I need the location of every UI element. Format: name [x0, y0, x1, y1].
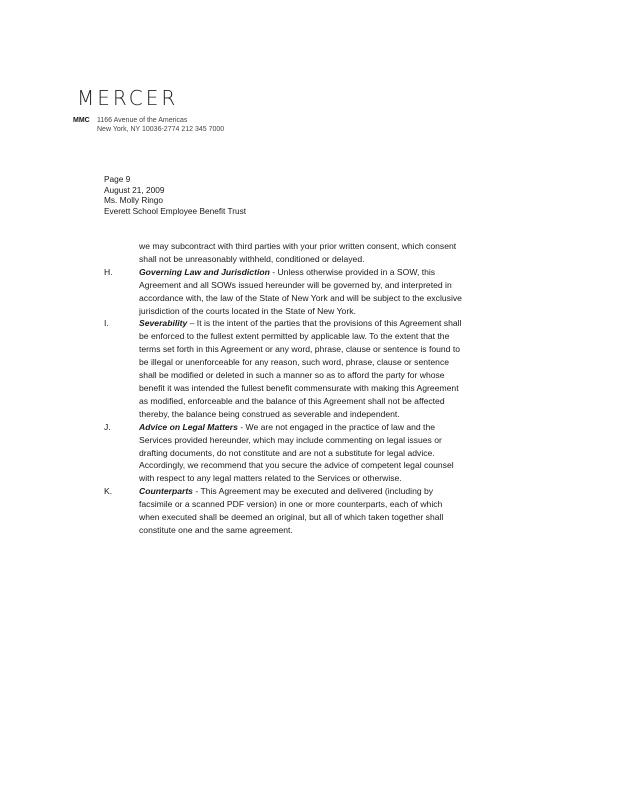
clause-line: benefit it was intended the fullest benefit commensurate with making this Agreement	[139, 382, 459, 393]
letter-header	[104, 174, 246, 216]
clause-h	[104, 266, 524, 318]
address-line-2: New York, NY 10036-2774 212 345 7000	[97, 126, 225, 133]
clause-letter: J.	[104, 421, 111, 432]
clause-title: Counterparts	[139, 486, 193, 497]
letter-body	[104, 240, 524, 537]
clause-line: be illegal or unenforceable for any reason, such word, phrase, clause or sentence	[139, 357, 450, 368]
clause-title: Governing Law and Jurisdiction	[139, 266, 270, 277]
mmc-logo	[73, 117, 93, 125]
clause-j	[104, 421, 524, 486]
clause-line: Agreement and all SOWs issued hereunder will be governed by, and interpreted in	[139, 279, 452, 290]
company-logo: MERCER	[77, 86, 179, 110]
clause-line: Services provided hereunder, which may include commenting on legal issues or	[139, 434, 442, 445]
clause-line: as modified, enforceable and the balance of this Agreement shall not be affected	[139, 395, 445, 406]
clause-line: be enforced to the fullest extent permitted by applicable law. To the extent that the	[139, 331, 450, 342]
clause-line: accordance with, the law of the State of New York and will be subject to the exclusive	[139, 292, 462, 303]
clause-line: shall be modified or deleted in such a manner so as to afford the party for whose	[139, 370, 445, 381]
clause-letter: I.	[104, 318, 109, 329]
lead-line: shall not be unreasonably withheld, conditioned or delayed.	[139, 253, 365, 264]
clause-k	[104, 485, 524, 537]
address-line-1: 1166 Avenue of the Americas	[97, 117, 188, 124]
clause-text: - Unless otherwise provided in a SOW, this	[269, 266, 436, 277]
clause-line: constitute one and the same agreement.	[139, 524, 293, 535]
clause-line: thereby, the balance being construed as severable and independent.	[139, 408, 400, 419]
clause-letter: H.	[104, 266, 113, 277]
letter-date: August 21, 2009	[104, 184, 165, 195]
clause-title: Advice on Legal Matters	[139, 421, 238, 432]
clause-letter: K.	[104, 486, 113, 497]
mmc-mark: MMC	[73, 117, 90, 124]
clause-line: drafting documents, do not constitute and are not a substitute for legal advice.	[139, 447, 435, 458]
clause-text: - This Agreement may be executed and delivered (including by	[192, 486, 434, 497]
clause-line: when executed shall be deemed an original, but all of which taken together shall	[139, 512, 444, 523]
letterhead-address	[97, 116, 224, 134]
clause-text: - We are not engaged in the practice of law and the	[237, 421, 436, 432]
clause-line: terms set forth in this Agreement or any word, phrase, clause or sentence is found to	[139, 344, 460, 355]
recipient-name: Ms. Molly Ringo	[104, 195, 164, 206]
recipient-organization: Everett School Employee Benefit Trust	[104, 205, 247, 216]
lead-line: we may subcontract with third parties with your prior written consent, which consent	[139, 241, 457, 251]
clause-line: Accordingly, we recommend that you secure the advice of competent legal counsel	[139, 460, 454, 471]
page-number: Page 9	[104, 174, 131, 184]
clause-i	[104, 317, 524, 420]
clause-line: jurisdiction of the courts located in the State of New York.	[139, 305, 356, 316]
clause-title: Severability	[139, 318, 188, 329]
clause-line: with respect to any legal matters related to the Services or otherwise.	[139, 473, 402, 484]
clause-text: – It is the intent of the parties that the provisions of this Agreement shall	[187, 318, 462, 329]
clause-line: facsimile or a scanned PDF version) in one or more counterparts, each of which	[139, 499, 443, 510]
